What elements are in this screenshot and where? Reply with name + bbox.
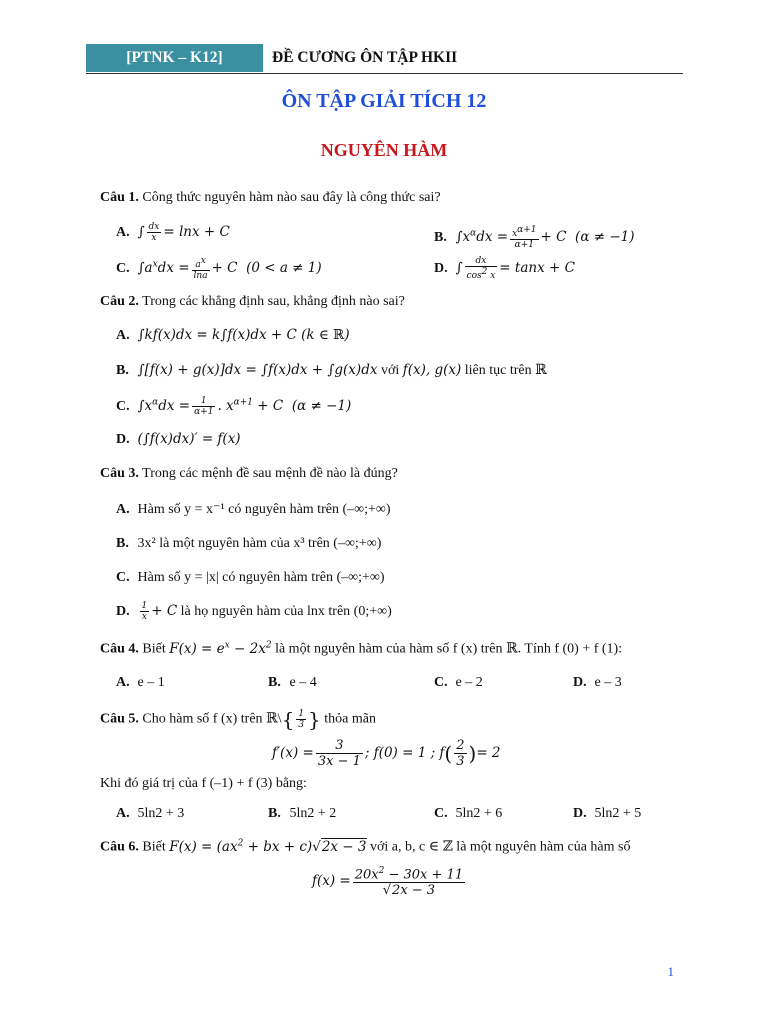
question-3-label: Câu 3. [100,466,139,481]
q6-text: với a, b, c ∈ ℤ là một nguyên hàm của hàm số [370,839,631,855]
question-2 [100,294,405,310]
option-letter: D. [573,675,587,690]
question-1-label: Câu 1. [100,190,139,205]
question-1 [100,190,441,206]
option-letter: A. [116,328,130,343]
q1-option-c: C. $\int a^xdx$ = $\frac{a^x}{\ln a}$ + C (0 < a ≠ 1) [116,256,322,281]
option-letter: B. [268,675,281,690]
option-letter: C. [434,675,448,690]
question-6: Câu 6. Biết $F(x) = (ax^2$ + bx + c)√2x − 3 với a, b, c ∈ ℤ là một nguyên hàm của hàm số [100,838,631,855]
question-3-text: Trong các mệnh đề sau mệnh đề nào là đúng? [142,466,398,481]
answer-value: 5ln2 + 3 [137,806,185,821]
header-tag-text: [PTNK – K12] [126,49,223,66]
option-letter: D. [116,604,130,619]
q2-b-tail2: liên tục trên [464,363,532,378]
option-letter: D. [434,261,448,276]
option-letter: D. [116,432,130,447]
option-letter: A. [116,675,130,690]
question-3 [100,466,398,482]
q2-option-b: B. ∫[f(x) + g(x)]dx = ∫f(x)dx + ∫g(x)dx với f(x), g(x) liên tục trên ℝ [116,362,547,378]
q4-pre: Biết [142,641,166,657]
q4-answer-a [116,675,165,691]
header-title: ĐỀ CƯƠNG ÔN TẬP HKII [272,49,458,66]
question-5-label: Câu 5. [100,711,139,727]
q5-answer-c [434,806,502,822]
question-4: Câu 4. Biết $F(x) = e^x - 2x^2$ là một nguyên hàm của hàm số f (x) trên ℝ. Tính f (0) + f (1): [100,640,623,657]
q3-option-b-text: 3x² là một nguyên hàm của x³ trên (–∞;+∞) [137,536,382,551]
option-letter: A. [116,502,130,517]
q1-option-b: B. $\int x^\alpha dx$ = $\frac{x^{\alpha+1}}{\alpha+1}$ + C (α ≠ −1) [434,225,635,250]
question-4-label: Câu 4. [100,641,139,657]
q5-conditions: f′(x) = $\frac{3}{3x - 1}$ ; f(0) = 1 ; f( $\frac{2}{3}$ )= 2 [272,738,501,769]
q5-pre: Cho hàm số f (x) trên ℝ\ [142,711,282,727]
q1-option-d: D. ∫ $\frac{dx}{\cos^2 x}$ = tanx + C [434,256,575,281]
q3-option-a [116,501,391,518]
q5-followup: Khi đó giá trị của f (–1) + f (3) bằng: [100,776,307,791]
answer-value: 5ln2 + 2 [289,806,337,821]
q3-option-b [116,536,381,552]
option-letter: C. [116,570,130,585]
header-tag [86,44,263,72]
option-letter: C. [116,261,130,276]
option-letter: D. [573,806,587,821]
q4-text: là một nguyên hàm của hàm số f (x) trên ℝ. Tính f (0) + f (1): [275,641,623,657]
q3-option-d: D. $\frac{1}{x}$ + C là họ nguyên hàm của lnx trên (0;+∞) [116,601,392,622]
q6-function: f(x) = $\frac{20x^2 - 30x + 11}{√2x - 3}$ [312,866,464,899]
answer-value: e – 1 [137,675,165,690]
answer-value: 5ln2 + 6 [455,806,503,821]
question-2-label: Câu 2. [100,294,139,309]
q4-answer-d [573,675,622,691]
q3-option-a-text: Hàm số y = x⁻¹ có nguyên hàm trên (–∞;+∞) [137,502,391,517]
question-1-text: Công thức nguyên hàm nào sau đây là công thức sai? [142,190,441,205]
q4-answer-b [268,675,317,691]
answer-value: 5ln2 + 5 [594,806,642,821]
question-2-text: Trong các khẳng định sau, khẳng định nào sai? [142,294,405,309]
q2-option-c: C. $\int x^\alpha dx$ = $\frac{1}{\alpha+1}$ . $x^{\alpha+1} + C$ (α ≠ −1) [116,396,352,417]
q3-option-d-text: là họ nguyên hàm của lnx trên (0;+∞) [180,604,392,619]
option-letter: B. [434,230,447,245]
q5-answer-d [573,806,641,822]
option-letter: C. [434,806,448,821]
q3-option-c [116,570,385,586]
q2-option-a: A. ∫kf(x)dx = k∫f(x)dx + C (k ∈ ℝ) [116,327,350,343]
q5-answer-b [268,806,336,822]
option-letter: B. [116,536,129,551]
q5-post: thỏa mãn [324,711,376,727]
answer-value: e – 4 [289,675,317,690]
option-letter: C. [116,399,130,414]
q1-option-a: A. ∫ $\frac{dx}{x}$ = lnx + C [116,222,230,243]
answer-value: e – 3 [594,675,622,690]
option-letter: A. [116,225,130,240]
page-number: 1 [667,964,674,979]
answer-value: e – 2 [455,675,483,690]
question-5: Câu 5. Cho hàm số f (x) trên ℝ\{ $\frac{1}{3}$ } thỏa mãn [100,707,376,731]
option-letter: B. [268,806,281,821]
q4-answer-c [434,675,483,691]
q2-b-tail: với [380,363,400,378]
option-letter: B. [116,363,129,378]
q2-option-d: D. (∫f(x)dx)′ = f(x) [116,431,241,447]
q5-answer-a [116,806,184,822]
main-title: ÔN TẬP GIẢI TÍCH 12 [281,90,487,112]
q6-pre: Biết [142,839,166,855]
header-divider [86,73,683,74]
option-letter: A. [116,806,130,821]
q3-option-c-text: Hàm số y = |x| có nguyên hàm trên (–∞;+∞) [137,570,385,585]
section-title: NGUYÊN HÀM [320,140,448,160]
question-6-label: Câu 6. [100,839,139,855]
